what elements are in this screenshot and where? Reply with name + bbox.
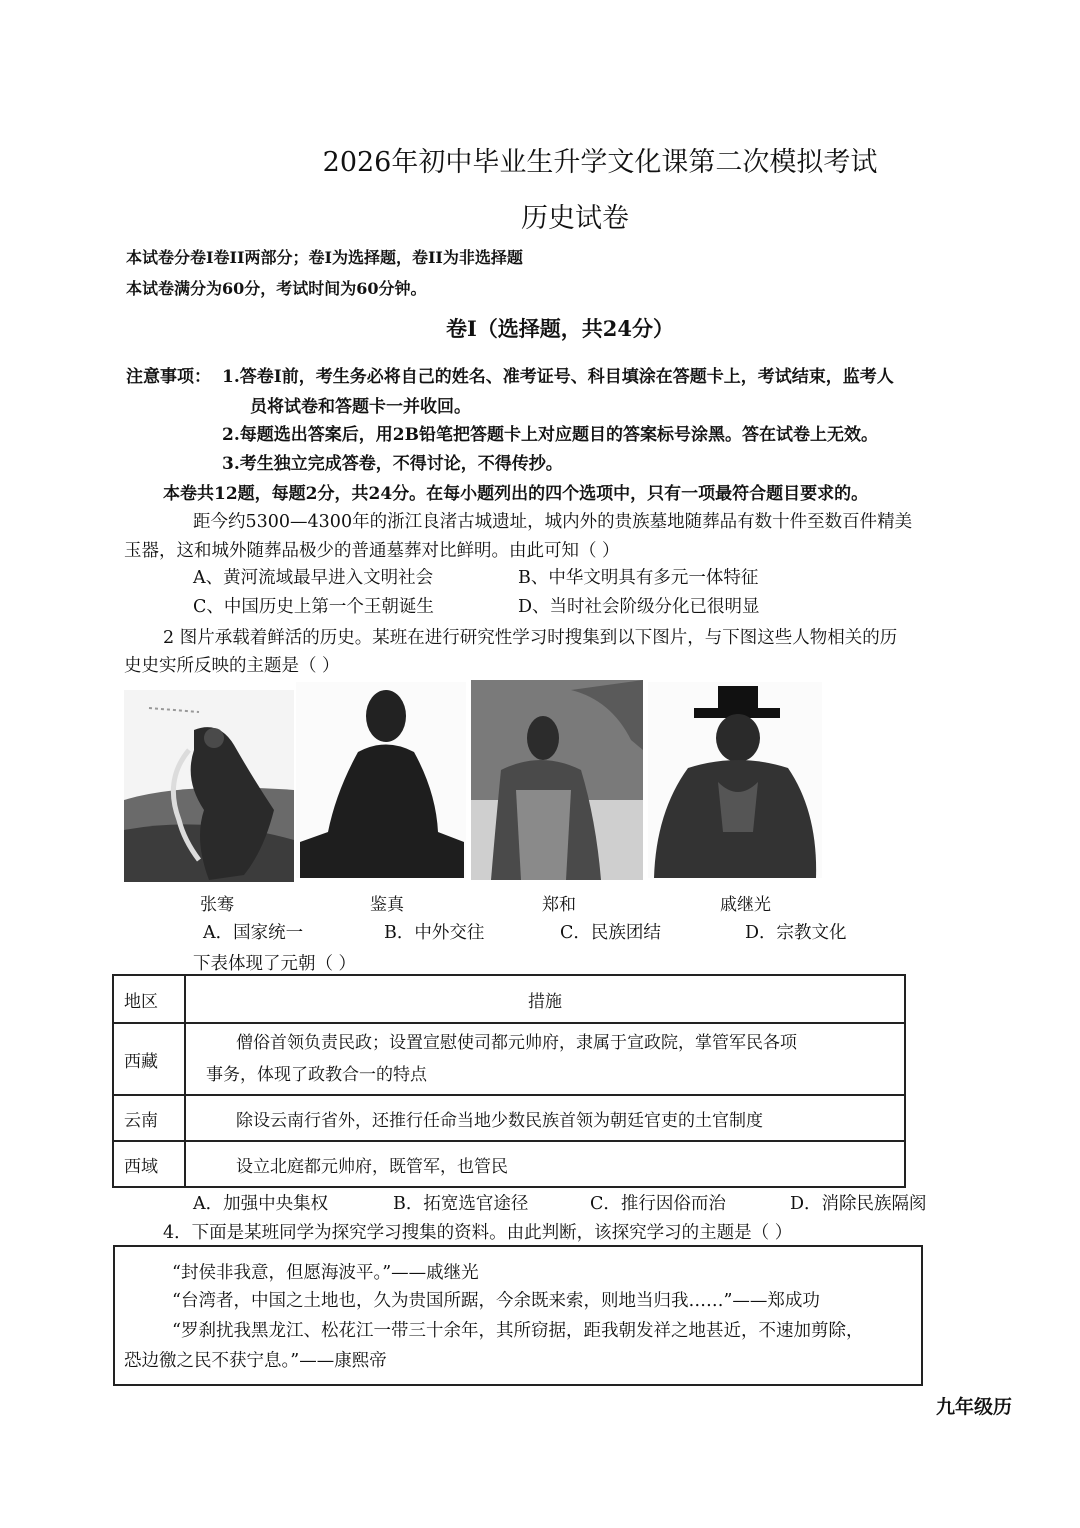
q2-option-a: A．国家统一 bbox=[203, 923, 304, 943]
measure-line: 事务，体现了政教合一的特点 bbox=[206, 1065, 427, 1085]
section-title: 卷I（选择题，共24分） bbox=[445, 316, 675, 341]
table-cell-measure bbox=[185, 1023, 905, 1095]
table-header-row bbox=[113, 975, 905, 1023]
table-cell-region: 西域 bbox=[113, 1141, 185, 1187]
exam-subject: 历史试卷 bbox=[521, 203, 629, 234]
notes-item-1b: 员将试卷和答题卡一并收回。 bbox=[250, 397, 471, 417]
table-header-region: 地区 bbox=[113, 975, 185, 1023]
q4-quote-2: “台湾者，中国之土地也，久为贵国所踞，今余既来索，则地当归我……”——郑成功 bbox=[172, 1291, 820, 1311]
table-cell-measure: 除设云南行省外，还推行任命当地少数民族首领为朝廷官吏的土官制度 bbox=[185, 1095, 905, 1141]
table-row bbox=[113, 1095, 905, 1141]
caption-qi-jiguang: 戚继光 bbox=[720, 895, 771, 915]
notes-summary: 本卷共12题，每题2分，共24分。在每小题列出的四个选项中，只有一项最符合题目要求的。 bbox=[163, 484, 869, 504]
portrait-zheng-he bbox=[471, 680, 643, 880]
notes-item-2: 2.每题选出答案后，用2B铅笔把答题卡上对应题目的答案标号涂黑。答在试卷上无效。 bbox=[222, 425, 878, 445]
q3-option-d: D．消除民族隔阂 bbox=[790, 1194, 927, 1214]
caption-jian-zhen: 鉴真 bbox=[370, 895, 404, 915]
q1-option-b: B、中华文明具有多元一体特征 bbox=[518, 568, 759, 588]
q1-option-d: D、当时社会阶级分化已很明显 bbox=[518, 597, 760, 617]
page-footer: 九年级历 bbox=[935, 1396, 1012, 1418]
table-row bbox=[113, 1141, 905, 1187]
q1-line-2: 玉器，这和城外随葬品极少的普通墓葬对比鲜明。由此可知（ ） bbox=[124, 541, 620, 561]
q2-line-2: 史史实所反映的主题是（ ） bbox=[124, 656, 340, 676]
q2-option-c: C．民族团结 bbox=[560, 923, 661, 943]
q3-table bbox=[112, 974, 906, 1188]
q3-option-c: C．推行因俗而治 bbox=[590, 1194, 726, 1214]
q4-quote-1: “封侯非我意，但愿海波平。”——戚继光 bbox=[172, 1263, 479, 1283]
table-cell-region: 西藏 bbox=[113, 1023, 185, 1095]
q4-quote-3b: 恐边徼之民不获宁息。”——康熙帝 bbox=[124, 1351, 387, 1371]
exam-title: 2026年初中毕业生升学文化课第二次模拟考试 bbox=[322, 147, 878, 178]
measure-line: 僧俗首领负责民政；设置宣慰使司都元帅府，隶属于宣政院，掌管军民各项 bbox=[236, 1033, 797, 1053]
notes-item-3: 3.考生独立完成答卷，不得讨论，不得传抄。 bbox=[222, 454, 563, 474]
q3-option-a: A．加强中央集权 bbox=[193, 1194, 329, 1214]
table-cell-measure: 设立北庭都元帅府，既管军，也管民 bbox=[185, 1141, 905, 1187]
table-row bbox=[113, 1023, 905, 1095]
table-cell-region: 云南 bbox=[113, 1095, 185, 1141]
notes-item-1a: 1.答卷I前，考生务必将自己的姓名、准考证号、科目填涂在答题卡上，考试结束，监考人 bbox=[222, 367, 894, 387]
q4-quote-3a: “罗刹扰我黑龙江、松花江一带三十余年，其所窃据，距我朝发祥之地甚近，不速加剪除， bbox=[172, 1321, 864, 1341]
notes-label: 注意事项： bbox=[126, 367, 211, 387]
caption-zhang-qian: 张骞 bbox=[200, 895, 234, 915]
intro-line-2: 本试卷满分为60分，考试时间为60分钟。 bbox=[126, 279, 427, 298]
q2-option-b: B．中外交往 bbox=[384, 923, 485, 943]
portrait-zhang-qian bbox=[124, 690, 294, 882]
portrait-jian-zhen bbox=[296, 682, 466, 878]
q4-stem: 4．下面是某班同学为探究学习搜集的资料。由此判断，该探究学习的主题是（ ） bbox=[163, 1223, 793, 1243]
table-header-measure: 措施 bbox=[185, 975, 905, 1023]
q1-option-c: C、中国历史上第一个王朝诞生 bbox=[193, 597, 434, 617]
q3-stem: 下表体现了元朝（ ） bbox=[193, 954, 357, 974]
q1-line-1: 距今约5300—4300年的浙江良渚古城遗址，城内外的贵族墓地随葬品有数十件至数百件精美 bbox=[193, 512, 913, 532]
portrait-qi-jiguang bbox=[648, 682, 822, 878]
q1-option-a: A、黄河流域最早进入文明社会 bbox=[193, 568, 434, 588]
q2-line-1: 2 图片承载着鲜活的历史。某班在进行研究性学习时搜集到以下图片，与下图这些人物相关的历 bbox=[163, 628, 898, 648]
q3-option-b: B．拓宽选官途径 bbox=[393, 1194, 529, 1214]
intro-line-1: 本试卷分卷I卷II两部分；卷I为选择题，卷II为非选择题 bbox=[126, 248, 523, 267]
caption-zheng-he: 郑和 bbox=[542, 895, 576, 915]
q2-option-d: D．宗教文化 bbox=[745, 923, 847, 943]
